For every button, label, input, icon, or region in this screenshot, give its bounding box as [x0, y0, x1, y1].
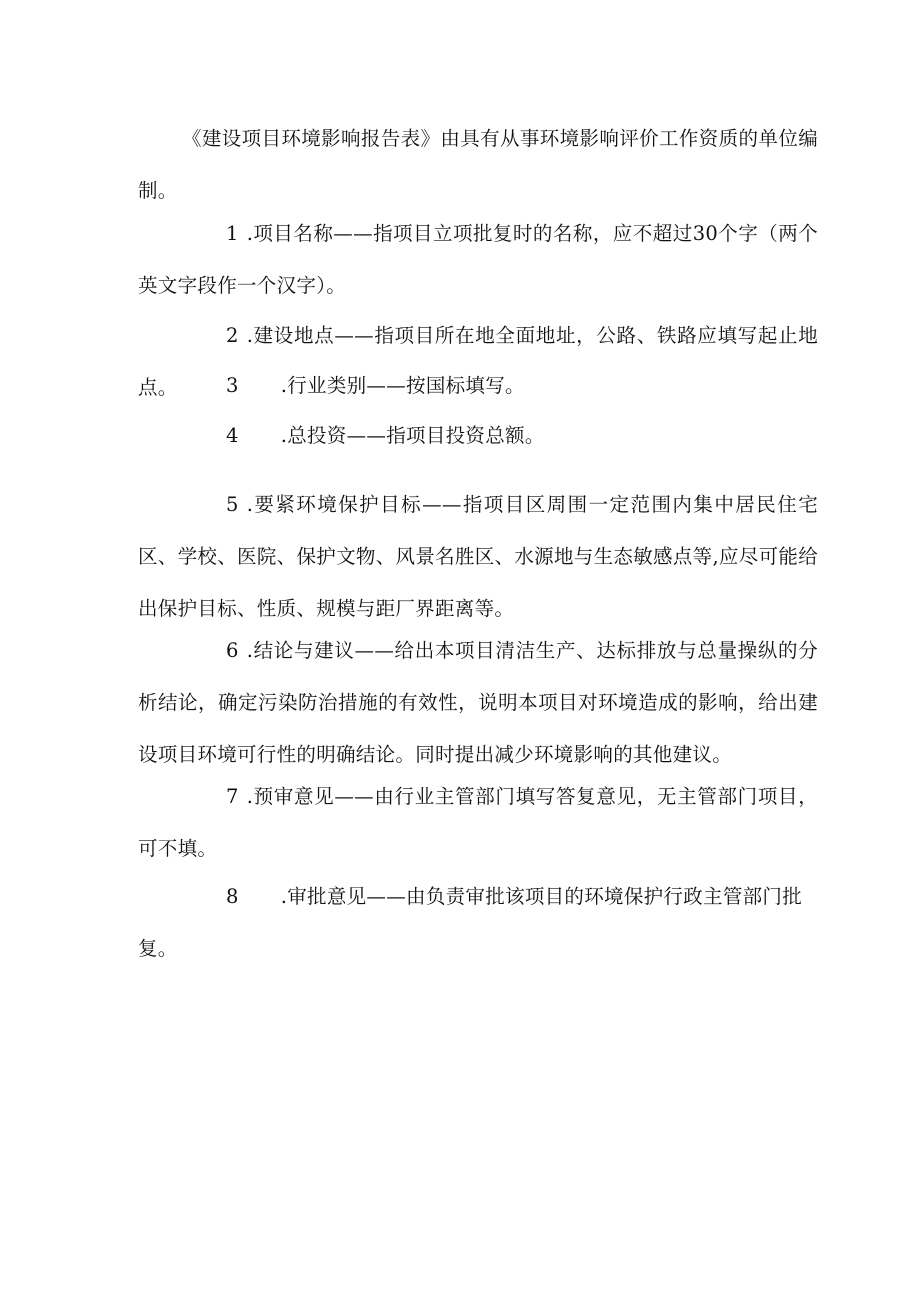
item-text: 建设地点——指项目所在地全面地址，公路、铁路应填写起止地点。	[138, 324, 818, 399]
item-number: 8	[226, 885, 239, 908]
item-separator: .	[246, 639, 254, 662]
item-number: 5	[226, 493, 239, 516]
item-8-line-1	[138, 871, 818, 923]
item-text: 总投资——指项目投资总额。	[287, 424, 545, 447]
item-text: 要紧环境保护目标——指项目区周围一定范围内集中居民住宅区、学校、医院、保护文物、风景名胜区、水源地与生态敏感点等,应尽可能给出保护目标、性质、规模与距厂界距离等。	[138, 493, 818, 620]
item-number: 7	[226, 785, 239, 808]
item-text: 结论与建议——给出本项目清洁生产、达标排放与总量操纵的分析结论，确定污染防治措施的有效性，说明本项目对环境造成的影响，给出建设项目环境可行性的明确结论。同时提出减少环境影响的其他建议。	[138, 639, 818, 766]
item-separator: .	[280, 374, 288, 397]
item-number: 2	[226, 324, 239, 347]
item-8	[138, 871, 818, 975]
item-number: 3	[226, 374, 239, 397]
item-text: 行业类别——按国标填写。	[287, 374, 525, 397]
item-separator: .	[246, 324, 254, 347]
item-7	[138, 771, 818, 875]
item-number: 4	[226, 424, 239, 447]
item-text: 审批意见——由负责审批该项目的环境保护行政主管部门批	[287, 885, 803, 908]
item-separator: .	[246, 222, 254, 245]
item-separator: .	[280, 885, 288, 908]
item-6	[138, 625, 818, 781]
item-8-line-2: 复。	[138, 937, 178, 960]
item-3	[138, 360, 818, 412]
item-number: 6	[226, 639, 239, 662]
item-separator: .	[246, 493, 254, 516]
item-4	[138, 410, 818, 462]
item-separator: .	[246, 785, 254, 808]
item-5	[138, 479, 818, 635]
intro-paragraph: 《建设项目环境影响报告表》由具有从事环境影响评价工作资质的单位编制。	[138, 127, 818, 202]
item-separator: .	[280, 424, 288, 447]
item-text: 预审意见——由行业主管部门填写答复意见，无主管部门项目，可不填。	[138, 785, 818, 860]
item-number: 1	[226, 222, 239, 245]
item-text: 项目名称——指项目立项批复时的名称，应不超过30个字（两个英文字段作一个汉字）。	[138, 222, 818, 297]
item-1	[138, 208, 818, 312]
